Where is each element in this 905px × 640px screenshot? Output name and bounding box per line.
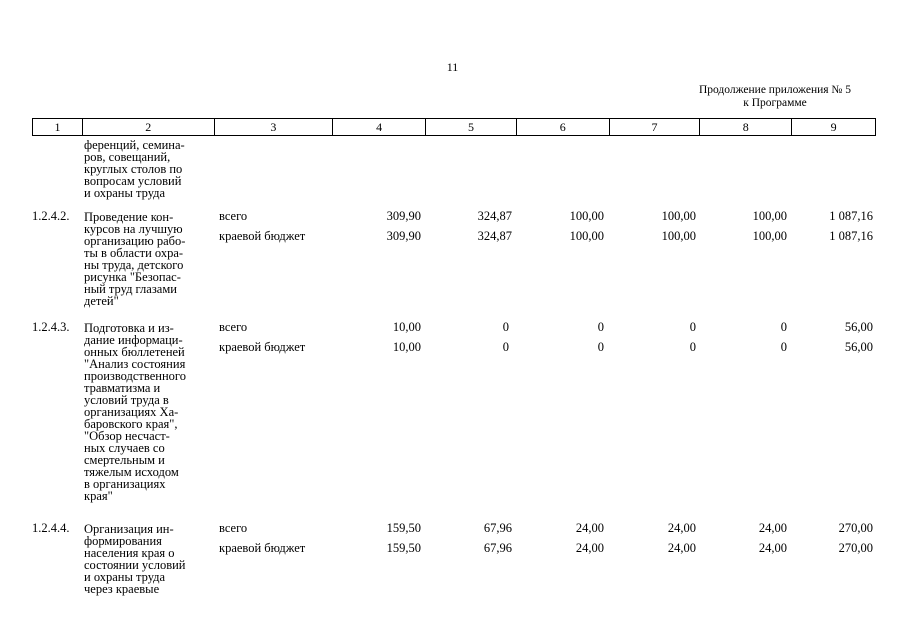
value-col-7: 24,00 (667, 521, 696, 535)
row-source-regional: краевой бюджет (219, 541, 306, 555)
value-col-6: 100,00 (569, 209, 604, 223)
value-col-9: 56,00 (844, 320, 873, 334)
header-col-1: 1 (33, 119, 83, 135)
row-description: Проведение кон- курсов на лучшую организацию рабо- ты в области охра- ны труда, детского рисунка "Безопас- ный труд глазами детей" (84, 210, 186, 308)
value-col-7: 24,00 (667, 541, 696, 555)
continuation-note (685, 84, 865, 110)
header-col-5: 5 (426, 119, 517, 135)
row-source-regional: краевой бюджет (219, 340, 306, 354)
value-col-9: 56,00 (844, 340, 873, 354)
continuation-line-2: к Программе (743, 97, 807, 109)
row-code: 1.2.4.3. (32, 320, 70, 334)
value-col-5: 67,96 (483, 541, 512, 555)
table-header-row (32, 118, 876, 136)
value-col-9: 1 087,16 (829, 229, 873, 243)
row-source-total: всего (219, 320, 248, 334)
header-col-2: 2 (83, 119, 215, 135)
value-col-7: 100,00 (661, 209, 696, 223)
value-col-9: 270,00 (838, 541, 873, 555)
value-col-9: 270,00 (838, 521, 873, 535)
value-col-7: 0 (689, 340, 696, 354)
value-col-4: 309,90 (386, 229, 421, 243)
row-description: Организация ин- формирования населения края о состоянии условий и охраны труда через краевые (84, 522, 186, 596)
value-col-6: 24,00 (575, 541, 604, 555)
row-code: 1.2.4.4. (32, 521, 70, 535)
value-col-6: 24,00 (575, 521, 604, 535)
value-col-8: 24,00 (758, 521, 787, 535)
row-source-total: всего (219, 209, 248, 223)
value-col-4: 159,50 (386, 521, 421, 535)
value-col-8: 100,00 (752, 229, 787, 243)
row-source-total: всего (219, 521, 248, 535)
value-col-5: 324,87 (477, 229, 512, 243)
value-col-8: 24,00 (758, 541, 787, 555)
row-source-regional: краевой бюджет (219, 229, 306, 243)
value-col-5: 0 (502, 320, 509, 334)
row-description: Подготовка и из- дание информаци- онных бюллетеней "Анализ состояния производственного травматизма и условий труда в организациях Ха- баровского края", "Обзор несчаст- ных случаев со смертельным и тяжелым исходом в организациях края" (84, 321, 186, 503)
value-col-5: 324,87 (477, 209, 512, 223)
value-col-4: 10,00 (392, 320, 421, 334)
value-col-4: 309,90 (386, 209, 421, 223)
continuation-line-1: Продолжение приложения № 5 (698, 84, 852, 96)
value-col-8: 0 (780, 320, 787, 334)
row-code: 1.2.4.2. (32, 209, 70, 223)
header-col-6: 6 (517, 119, 610, 135)
header-col-8: 8 (700, 119, 792, 135)
value-col-7: 0 (689, 320, 696, 334)
value-col-8: 100,00 (752, 209, 787, 223)
header-col-4: 4 (333, 119, 426, 135)
value-col-7: 100,00 (661, 229, 696, 243)
value-col-4: 159,50 (386, 541, 421, 555)
value-col-6: 0 (597, 320, 604, 334)
value-col-4: 10,00 (392, 340, 421, 354)
value-col-5: 0 (502, 340, 509, 354)
value-col-6: 100,00 (569, 229, 604, 243)
value-col-6: 0 (597, 340, 604, 354)
page-number: 11 (446, 60, 459, 74)
header-col-9: 9 (830, 120, 837, 134)
value-col-5: 67,96 (483, 521, 512, 535)
header-col-3: 3 (215, 119, 334, 135)
value-col-8: 0 (780, 340, 787, 354)
carryover-description: ференций, семина- ров, совещаний, круглых столов по вопросам условий и охраны труда (84, 138, 185, 200)
value-col-9: 1 087,16 (829, 209, 873, 223)
header-col-7: 7 (610, 119, 701, 135)
